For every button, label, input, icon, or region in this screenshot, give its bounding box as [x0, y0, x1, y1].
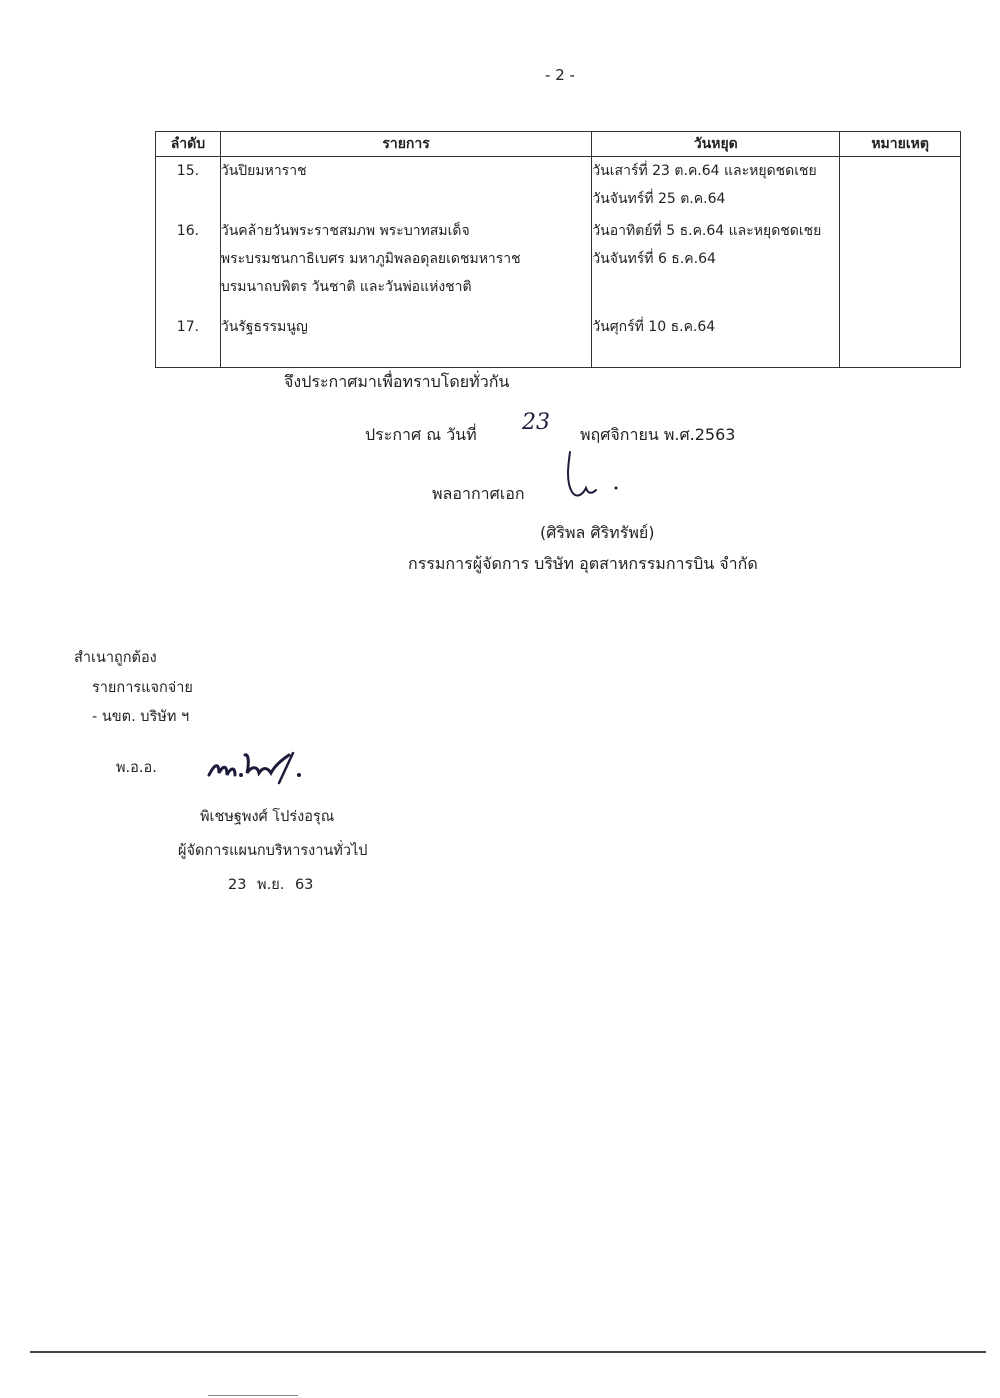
certifier-name: พิเชษฐพงศ์ โปร่งอรุณ — [200, 809, 335, 825]
bottom-mark — [208, 1395, 298, 1396]
row-item-line: บรมนาถบพิตร วันชาติ และวันพ่อแห่งชาติ — [220, 279, 472, 295]
handwritten-date-day: 23 — [522, 410, 550, 435]
header-remark: หมายเหตุ — [840, 132, 961, 157]
row-item-line: วันปิยมหาราช — [220, 163, 307, 179]
header-order: ลำดับ — [156, 132, 221, 157]
header-item: รายการ — [220, 132, 591, 157]
distribution-item: - นขต. บริษัท ฯ — [92, 709, 190, 725]
row-date-line: วันเสาร์ที่ 23 ต.ค.64 และหยุดชดเชย — [592, 163, 817, 179]
page-number: - 2 - — [545, 66, 575, 84]
bottom-divider — [30, 1351, 986, 1353]
distribution-heading: รายการแจกจ่าย — [92, 680, 193, 696]
row-item-line: พระบรมชนกาธิเบศร มหาภูมิพลอดุลยเดชมหาราช — [220, 251, 521, 267]
row-date-line: วันจันทร์ที่ 25 ต.ค.64 — [592, 191, 726, 207]
row-item-line: วันรัฐธรรมนูญ — [220, 319, 308, 335]
table-row — [156, 213, 961, 309]
signer-name: (ศิริพล ศิริทรัพย์) — [540, 523, 655, 542]
table-row — [156, 309, 961, 368]
table-row — [156, 157, 961, 214]
header-holiday-date: วันหยุด — [592, 132, 840, 157]
holiday-table — [155, 131, 961, 368]
certifier-signature-icon — [205, 745, 309, 789]
signer-position: กรรมการผู้จัดการ บริษัท อุตสาหกรรมการบิน จำกัด — [408, 554, 758, 573]
table-header-row — [156, 132, 961, 157]
announcement-date-month-year: พฤศจิกายน พ.ศ.2563 — [580, 425, 736, 444]
initials-rank-label: พ.อ.อ. — [116, 760, 157, 776]
certifier-position: ผู้จัดการแผนกบริหารงานทั่วไป — [178, 843, 368, 859]
row-number: 16. — [176, 223, 200, 239]
row-number: 15. — [176, 163, 200, 179]
row-item-line: วันคล้ายวันพระราชสมภพ พระบาทสมเด็จ — [220, 223, 470, 239]
closing-statement: จึงประกาศมาเพื่อทราบโดยทั่วกัน — [284, 372, 510, 391]
signer-rank: พลอากาศเอก — [432, 484, 525, 503]
row-date-line: วันอาทิตย์ที่ 5 ธ.ค.64 และหยุดชดเชย — [592, 223, 822, 239]
announcement-date-prefix: ประกาศ ณ วันที่ — [365, 425, 477, 444]
certified-date: 23 พ.ย. 63 — [228, 877, 314, 893]
row-date-line: วันศุกร์ที่ 10 ธ.ค.64 — [592, 319, 716, 335]
row-date-line: วันจันทร์ที่ 6 ธ.ค.64 — [592, 251, 716, 267]
row-number: 17. — [176, 319, 200, 335]
director-signature-icon — [560, 448, 630, 504]
certified-copy-label: สำเนาถูกต้อง — [74, 650, 157, 666]
